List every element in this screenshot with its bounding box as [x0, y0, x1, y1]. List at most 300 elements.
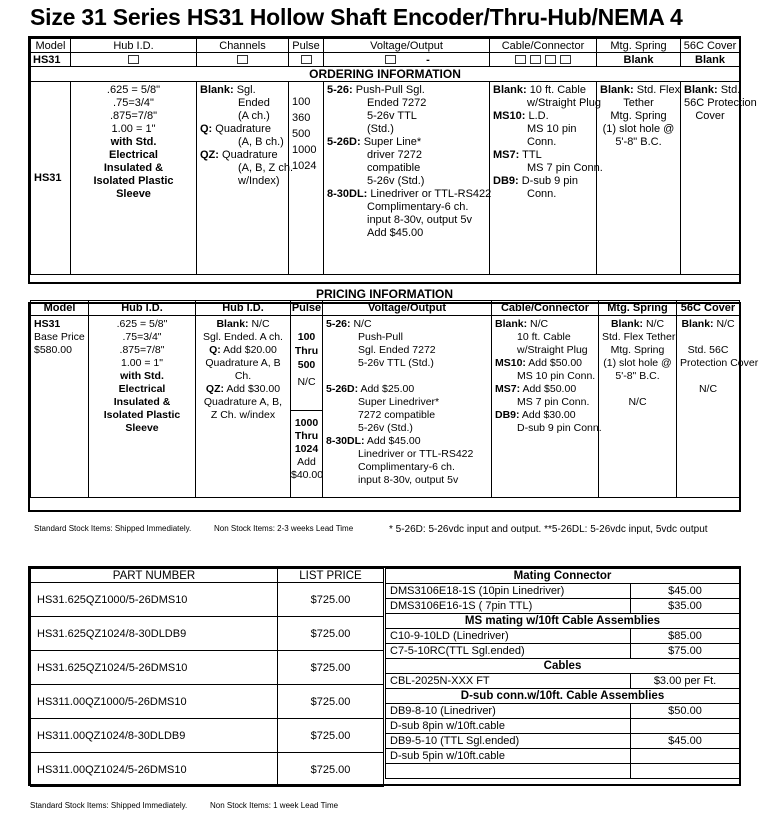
ordering-channels — [197, 82, 294, 275]
col-header: 56C Cover — [677, 301, 740, 316]
list-item: 500 — [292, 128, 311, 140]
option-text: N/C — [530, 318, 549, 330]
option-line — [199, 396, 287, 409]
option-text: Mtg. Spring — [610, 110, 667, 122]
list-price: $725.00 — [278, 753, 384, 787]
list-item: Isolated Plastic — [103, 409, 181, 421]
item-name: D-sub 8pin w/10ft.cable — [386, 719, 631, 734]
option-text: Protection Cover — [680, 357, 759, 369]
option-line — [326, 435, 488, 448]
option-text: Linedriver or TTL-RS422 — [358, 448, 474, 460]
option-line — [600, 84, 681, 97]
option-line — [199, 383, 287, 396]
item-price: $45.00 — [631, 584, 740, 599]
option-line — [327, 110, 486, 123]
option-line — [326, 422, 488, 435]
table-row — [31, 719, 384, 753]
option-code: MS10: — [493, 110, 526, 122]
option-text: input 8-30v, output 5v — [367, 214, 472, 226]
list-item: 100 — [297, 331, 316, 343]
table-row — [386, 764, 740, 779]
section-title: Cables — [386, 659, 740, 674]
option-line — [326, 448, 488, 461]
option-text: 5'-8" B.C. — [615, 370, 660, 382]
list-item: 1024 — [294, 443, 319, 455]
list-price: $725.00 — [278, 719, 384, 753]
option-code: QZ: — [200, 149, 219, 161]
ordering-hub — [71, 82, 197, 275]
list-item: N/C — [297, 376, 316, 388]
option-text: (A, B, Z ch. — [238, 162, 294, 174]
pricing-pulse-top — [291, 316, 323, 411]
list-item: 500 — [297, 359, 316, 371]
option-line — [493, 136, 593, 149]
item-name: C10-9-10LD (Linedriver) — [386, 629, 631, 644]
option-line — [602, 331, 676, 344]
option-line — [327, 201, 486, 214]
option-line — [493, 162, 603, 175]
ordering-cover — [681, 82, 757, 275]
option-text: 5-26v (Std.) — [367, 175, 425, 187]
option-code: MS7: — [495, 383, 521, 395]
option-code: DB9: — [495, 409, 520, 421]
option-line — [327, 162, 486, 175]
table-row — [31, 617, 384, 651]
item-price: $45.00 — [631, 734, 740, 749]
option-line — [200, 123, 285, 136]
option-text: MS 7 pin Conn. — [527, 162, 603, 174]
option-line — [327, 175, 486, 188]
section-title: D-sub conn.w/10ft. Cable Assemblies — [386, 689, 740, 704]
item-name: DB9-8-10 (Linedriver) — [386, 704, 631, 719]
option-text: 5-26v (Std.) — [358, 422, 413, 434]
pulse-checkbox[interactable] — [301, 55, 312, 64]
option-line — [199, 370, 287, 383]
option-text: Ended 7272 — [367, 97, 427, 109]
option-line — [600, 97, 677, 110]
option-code: Blank: — [493, 84, 527, 96]
option-line — [200, 84, 285, 97]
table-row — [386, 644, 740, 659]
cable-checkbox[interactable] — [560, 55, 571, 64]
option-line — [326, 344, 488, 357]
item-name: D-sub 5pin w/10ft.cable — [386, 749, 631, 764]
table-row — [31, 583, 384, 617]
col-header: Model — [31, 39, 71, 53]
option-code: 8-30DL: — [327, 188, 368, 200]
option-line — [495, 318, 595, 331]
col-header: Voltage/Output — [324, 39, 490, 53]
option-line — [602, 396, 673, 409]
option-text: Quadrature — [215, 123, 271, 135]
option-text: MS 10 pin Conn. — [517, 370, 596, 382]
list-price: $725.00 — [278, 583, 384, 617]
stock-note: Standard Stock Items: Shipped Immediately. — [34, 524, 192, 533]
option-line — [600, 136, 677, 149]
option-text: 5'-8" B.C. — [615, 136, 662, 148]
option-text: Linedriver or TTL-RS422 — [370, 188, 492, 200]
footnote: * 5-26D: 5-26vdc input and output. **5-26DL: 5-26vdc input, 5vdc output — [389, 524, 708, 535]
option-line — [199, 409, 287, 422]
option-line — [680, 318, 736, 331]
ordering-row — [31, 82, 740, 275]
list-item: Sleeve — [125, 422, 159, 434]
list-item: .75=3/4" — [113, 97, 154, 109]
voltage-checkbox[interactable] — [385, 55, 396, 64]
option-line — [495, 344, 595, 357]
col-header: Model — [31, 301, 89, 316]
option-line — [327, 188, 492, 201]
pricing-cable — [492, 316, 602, 498]
option-line — [327, 136, 486, 149]
option-code: MS10: — [495, 357, 526, 369]
option-text: w/Index) — [238, 175, 280, 187]
option-line — [200, 97, 285, 110]
pricing-cover — [677, 316, 759, 498]
option-text: driver 7272 — [367, 149, 423, 161]
pricing-hub — [89, 316, 196, 498]
option-line — [495, 331, 595, 344]
table-row — [31, 753, 384, 787]
list-item: Insulated & — [103, 162, 164, 174]
item-name: DMS3106E18-1S (10pin Linedriver) — [386, 584, 631, 599]
list-item: Sleeve — [116, 188, 151, 200]
table-row — [386, 734, 740, 749]
option-code: Blank: — [681, 318, 714, 330]
option-line — [327, 227, 486, 240]
item-name: DMS3106E16-1S ( 7pin TTL) — [386, 599, 631, 614]
option-text: L.D. — [528, 110, 549, 122]
table-row — [31, 651, 384, 685]
option-line — [495, 370, 595, 383]
option-text: MS 7 pin Conn. — [517, 396, 590, 408]
option-code: Q: — [209, 344, 221, 356]
pricing-header-row — [31, 301, 740, 316]
table-row — [31, 685, 384, 719]
section-title: MS mating w/10ft Cable Assemblies — [386, 614, 740, 629]
option-text: w/Straight Plug — [517, 344, 588, 356]
option-text: 56C Protection — [684, 97, 757, 109]
col-header: Cable/Connector — [490, 39, 597, 53]
list-item: $40.00 — [291, 469, 324, 481]
option-text: Std. — [720, 84, 741, 96]
header-row — [31, 39, 740, 53]
part-number: HS311.00QZ1024/5-26DMS10 — [31, 753, 278, 787]
item-name — [386, 764, 631, 779]
option-line — [495, 422, 602, 435]
col-header: Voltage/Output — [323, 301, 492, 316]
option-line — [326, 318, 488, 331]
option-code: Blank: — [610, 318, 644, 330]
option-line — [680, 344, 736, 357]
option-text: N/C — [716, 318, 735, 330]
item-price: $3.00 per Ft. — [631, 674, 740, 689]
col-header: Channels — [197, 39, 289, 53]
option-line — [493, 175, 593, 188]
option-code: Blank: — [200, 84, 234, 96]
list-item: 1000 — [292, 144, 317, 156]
option-text: Push-Pull — [358, 331, 403, 343]
option-text: N/C — [353, 318, 372, 330]
option-code: MS7: — [493, 149, 520, 161]
option-text: Add $50.00 — [528, 357, 582, 369]
option-text: (A, B ch.) — [238, 136, 284, 148]
table-row — [386, 599, 740, 614]
option-text: D-sub 9 pin Conn. — [517, 422, 602, 434]
col-header: Hub I.D. — [89, 301, 196, 316]
ordering-table — [30, 38, 757, 275]
option-line — [200, 110, 285, 123]
list-item: 1024 — [292, 160, 317, 172]
table-row — [386, 629, 740, 644]
option-line — [495, 357, 595, 370]
option-code: Blank: — [216, 318, 249, 330]
list-item: 360 — [292, 112, 311, 124]
option-text: Super Line* — [363, 136, 422, 148]
option-code: 8-30DL: — [326, 435, 365, 447]
option-line — [327, 149, 486, 162]
table-row — [386, 749, 740, 764]
list-item: Electrical — [118, 383, 166, 395]
ordering-cable — [490, 82, 603, 275]
option-text: Ended — [238, 97, 270, 109]
col-header: Hub I.D. — [71, 39, 197, 53]
option-line — [684, 84, 741, 97]
option-text: Push-Pull Sgl. — [355, 84, 425, 96]
parts-table — [30, 568, 384, 787]
option-text: 5-26v TTL (Std.) — [358, 357, 434, 369]
table-row — [386, 674, 740, 689]
item-price: $85.00 — [631, 629, 740, 644]
col-header: Mtg. Spring — [599, 301, 677, 316]
part-number: HS311.00QZ1024/8-30DLDB9 — [31, 719, 278, 753]
option-line — [602, 383, 673, 396]
option-line — [326, 357, 488, 370]
option-code: 5-26: — [327, 84, 353, 96]
col-header: 56C Cover — [681, 39, 740, 53]
option-text: 10 ft. Cable — [529, 84, 586, 96]
hub-checkbox[interactable] — [128, 55, 139, 64]
cover-default: Blank — [681, 53, 740, 67]
option-line — [200, 136, 285, 149]
option-line — [327, 214, 486, 227]
option-line — [493, 110, 593, 123]
nonstock-note: Non Stock Items: 2-3 weeks Lead Time — [214, 524, 354, 533]
option-line — [326, 474, 488, 487]
pricing-pulse-bottom — [291, 411, 323, 498]
option-text: N/C — [628, 396, 647, 408]
option-line — [327, 84, 486, 97]
option-line — [326, 396, 488, 409]
option-line — [493, 149, 593, 162]
list-item: Isolated Plastic — [93, 175, 174, 187]
selector-row — [31, 53, 740, 67]
option-line — [495, 409, 595, 422]
ordering-heading: ORDERING INFORMATION — [31, 67, 740, 82]
option-code: Q: — [200, 123, 213, 135]
col-header: Pulse — [289, 39, 324, 53]
option-line — [680, 331, 736, 344]
option-text: Add $30.00 — [521, 409, 576, 421]
option-code: Blank: — [600, 84, 634, 96]
option-line — [327, 97, 486, 110]
list-item: .875=7/8" — [109, 110, 158, 122]
option-text: Sgl. — [236, 84, 256, 96]
option-line — [493, 84, 593, 97]
option-text: N/C — [698, 383, 718, 395]
option-line — [495, 396, 595, 409]
list-item: Insulated & — [113, 396, 171, 408]
list-item: Add — [297, 456, 316, 468]
pricing-spring — [599, 316, 677, 498]
table-row — [386, 584, 740, 599]
option-text: Sgl. Ended 7272 — [358, 344, 436, 356]
page-title: Size 31 Series HS31 Hollow Shaft Encoder/Thru-Hub/NEMA 4 — [30, 4, 683, 30]
option-code: DB9: — [493, 175, 519, 187]
channel-checkbox[interactable] — [237, 55, 248, 64]
list-item: Base Price — [34, 331, 85, 343]
option-code: 5-26D: — [327, 136, 361, 148]
list-item: .875=7/8" — [119, 344, 165, 356]
pulse-select-cell — [289, 53, 324, 67]
dash-separator: - — [426, 53, 430, 66]
option-line — [200, 162, 294, 175]
item-name: CBL-2025N-XXX FT — [386, 674, 631, 689]
option-text: Complimentary-6 ch. — [358, 461, 455, 473]
option-line — [493, 188, 593, 201]
option-text: 5-26v TTL — [367, 110, 417, 122]
col-header: Pulse — [291, 301, 322, 314]
option-text: Conn. — [527, 188, 557, 200]
option-line — [326, 409, 488, 422]
option-line — [326, 331, 488, 344]
option-code: Blank: — [495, 318, 528, 330]
option-text: Quadrature A, B — [205, 357, 281, 369]
model-code: HS31 — [31, 53, 71, 67]
option-text: Mtg. Spring — [610, 344, 665, 356]
table-row — [386, 704, 740, 719]
list-price: $725.00 — [278, 617, 384, 651]
item-price — [631, 749, 740, 764]
option-line — [493, 97, 601, 110]
option-text: Std. 56C — [687, 344, 729, 356]
option-text: (Std.) — [367, 123, 394, 135]
option-text: Conn. — [527, 136, 557, 148]
cable-checkbox[interactable] — [515, 55, 526, 64]
option-line — [602, 318, 673, 331]
option-line — [602, 344, 673, 357]
option-text: Super Linedriver* — [358, 396, 440, 408]
list-item: with Std. — [120, 370, 164, 382]
option-line — [326, 383, 488, 396]
option-text: Quadrature A, B, — [203, 396, 283, 408]
option-line — [327, 123, 486, 136]
option-text: N/C — [251, 318, 270, 330]
option-text: TTL — [522, 149, 542, 161]
list-price: $725.00 — [278, 685, 384, 719]
option-line — [495, 383, 595, 396]
option-text: Add $20.00 — [223, 344, 277, 356]
col-header: Hub I.D. — [196, 301, 291, 316]
option-code: 5-26D: — [326, 383, 359, 395]
option-line — [680, 357, 759, 370]
option-code: 5-26: — [326, 318, 351, 330]
option-line — [326, 461, 488, 474]
option-text: 10 ft. Cable — [517, 331, 571, 343]
cable-checkbox[interactable] — [545, 55, 556, 64]
option-line — [680, 383, 736, 396]
channel-select-cell — [197, 53, 289, 67]
hub-select-cell — [71, 53, 197, 67]
option-code: QZ: — [205, 383, 224, 395]
cable-checkbox[interactable] — [530, 55, 541, 64]
list-item: 1.00 = 1" — [121, 357, 163, 369]
option-line — [326, 370, 488, 383]
pricing-model — [31, 316, 89, 498]
list-item: Thru — [294, 345, 319, 357]
stock-note: Standard Stock Items: Shipped Immediately. — [30, 801, 188, 810]
option-text: Add $50.00 — [522, 383, 577, 395]
voltage-select-cell — [324, 53, 490, 67]
option-text: (A ch.) — [238, 110, 270, 122]
option-line — [602, 357, 673, 370]
option-line — [199, 344, 287, 357]
option-code: Blank: — [684, 84, 718, 96]
option-text: Quadrature — [222, 149, 278, 161]
option-text: Std. Flex — [636, 84, 681, 96]
list-item: .75=3/4" — [122, 331, 162, 343]
part-number: HS311.00QZ1000/5-26DMS10 — [31, 685, 278, 719]
option-text: Ch. — [234, 370, 252, 382]
ordering-voltage — [324, 82, 490, 275]
item-price: $75.00 — [631, 644, 740, 659]
option-text: Sgl. Ended. A ch. — [203, 331, 283, 343]
option-line — [493, 123, 593, 136]
option-text: Cover — [695, 110, 725, 122]
pricing-voltage — [323, 316, 492, 498]
ordering-spring — [597, 82, 681, 275]
option-line — [200, 149, 285, 162]
option-text: (1) slot hole @ — [602, 123, 675, 135]
option-line — [199, 331, 287, 344]
list-item: 100 — [292, 96, 311, 108]
nonstock-note: Non Stock Items: 1 week Lead Time — [210, 801, 339, 810]
option-text: Add $45.00 — [367, 227, 424, 239]
pricing-channels — [196, 316, 291, 498]
list-item: Thru — [294, 430, 319, 442]
option-line — [600, 110, 677, 123]
option-text: compatible — [367, 162, 421, 174]
list-item: .625 = 5/8" — [106, 84, 161, 96]
parts-header-row — [31, 569, 384, 583]
item-price: $35.00 — [631, 599, 740, 614]
list-item: with Std. — [110, 136, 157, 148]
section-title: Mating Connector — [386, 569, 740, 584]
option-text: 7272 compatible — [358, 409, 436, 421]
option-text: Add $45.00 — [366, 435, 421, 447]
option-text: input 8-30v, output 5v — [358, 474, 459, 486]
list-item: .625 = 5/8" — [116, 318, 168, 330]
option-text: MS 10 pin — [527, 123, 577, 135]
option-line — [684, 110, 736, 123]
option-text: Tether — [623, 97, 654, 109]
list-item: HS31 — [34, 318, 61, 330]
option-line — [680, 370, 736, 383]
part-number: HS31.625QZ1024/8-30DLDB9 — [31, 617, 278, 651]
col-header: Mtg. Spring — [597, 39, 681, 53]
list-item: $580.00 — [34, 344, 72, 356]
ordering-pulse — [289, 82, 324, 275]
